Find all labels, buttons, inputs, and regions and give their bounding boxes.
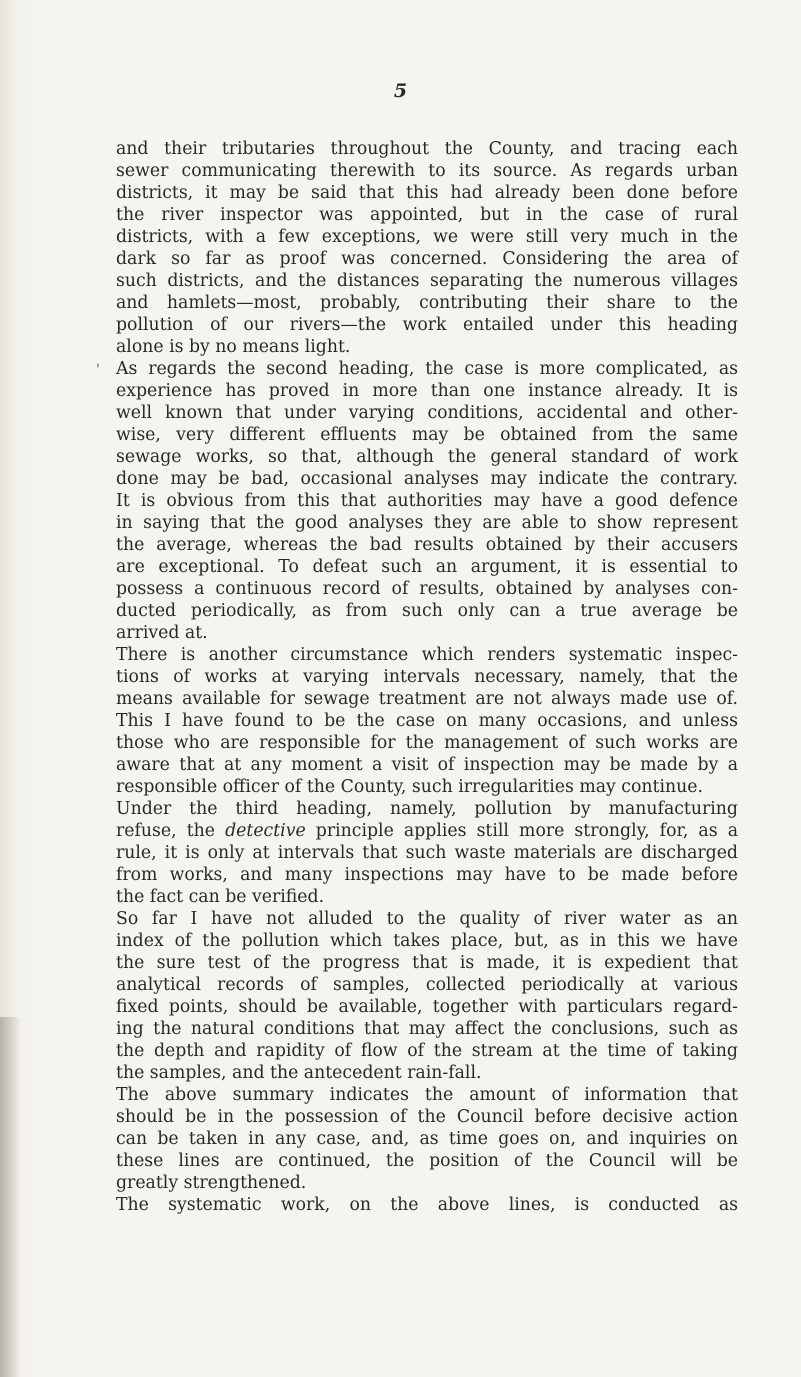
text-line: these lines are continued, the position of the Council will be (116, 1151, 738, 1171)
text-line: and their tributaries throughout the County, and tracing each (116, 139, 738, 159)
text-line: are exceptional. To defeat such an argument, it is essential to (116, 557, 738, 577)
text-line: the sure test of the progress that is made, it is expedient that (116, 953, 738, 973)
text-line: and hamlets—most, probably, contributing their share to the (116, 293, 738, 313)
text-line: alone is by no means light. (116, 337, 351, 357)
page-number: 5 (393, 80, 408, 102)
text-line: means available for sewage treatment are not always made use of. (116, 689, 738, 709)
text-line: This I have found to be the case on many occasions, and unless (116, 711, 738, 731)
text-line: districts, with a few exceptions, we were still very much in the (116, 227, 738, 247)
text-line: The systematic work, on the above lines, is conducted as (116, 1195, 738, 1215)
text-line: The above summary indicates the amount of information that (116, 1085, 738, 1105)
text-line: arrived at. (116, 623, 208, 643)
text-line: rule, it is only at intervals that such waste materials are discharged (116, 843, 738, 863)
text-line: sewer communicating therewith to its source. As regards urban (116, 161, 738, 181)
text-line: the samples, and the antecedent rain-fall. (116, 1063, 482, 1083)
text-line: those who are responsible for the management of such works are (116, 733, 738, 753)
text-line: from works, and many inspections may have to be made before (116, 865, 738, 885)
text-line: dark so far as proof was concerned. Considering the area of (116, 249, 738, 269)
text-line: It is obvious from this that authorities may have a good defence (116, 491, 738, 511)
text-line: So far I have not alluded to the quality of river water as an (116, 909, 738, 929)
text-line: responsible officer of the County, such irregularities may continue. (116, 777, 703, 797)
text-line: the river inspector was appointed, but in the case of rural (116, 205, 738, 225)
text-line: Under the third heading, namely, pollution by manufacturing (116, 799, 738, 819)
text-line: well known that under varying conditions, accidental and other- (116, 403, 738, 423)
text-line: As regards the second heading, the case is more complicated, as (116, 359, 738, 379)
text-line: refuse, the detective principle applies still more strongly, for, as a (116, 821, 738, 841)
text-line: analytical records of samples, collected periodically at various (116, 975, 738, 995)
text-line: in saying that the good analyses they are able to show represent (116, 513, 738, 533)
text-line: tions of works at varying intervals necessary, namely, that the (116, 667, 738, 687)
text-line: sewage works, so that, although the general standard of work (116, 447, 738, 467)
text-line: such districts, and the distances separating the numerous villages (116, 271, 738, 291)
text-line: ing the natural conditions that may affect the conclusions, such as (116, 1019, 738, 1039)
binding-shadow (0, 1017, 22, 1377)
text-line: districts, it may be said that this had already been done before (116, 183, 738, 203)
margin-mark: ' (96, 362, 100, 378)
text-line: the depth and rapidity of flow of the stream at the time of taking (116, 1041, 738, 1061)
body-text (116, 138, 738, 1216)
emphasis-detective: detective (225, 821, 306, 841)
text-line: can be taken in any case, and, as time goes on, and inquiries on (116, 1129, 738, 1149)
text-line: possess a continuous record of results, obtained by analyses con- (116, 579, 738, 599)
text-line: the average, whereas the bad results obtained by their accusers (116, 535, 738, 555)
text-line: should be in the possession of the Council before decisive action (116, 1107, 738, 1127)
text-line: index of the pollution which takes place, but, as in this we have (116, 931, 738, 951)
text-line: the fact can be verified. (116, 887, 325, 907)
text-line: aware that at any moment a visit of inspection may be made by a (116, 755, 738, 775)
text-line: fixed points, should be available, together with particulars regard- (116, 997, 738, 1017)
text-line: experience has proved in more than one instance already. It is (116, 381, 738, 401)
text-line: wise, very different effluents may be obtained from the same (116, 425, 738, 445)
text-line: pollution of our rivers—the work entailed under this heading (116, 315, 738, 335)
text-line: ducted periodically, as from such only can a true average be (116, 601, 738, 621)
text-line: There is another circumstance which renders systematic inspec- (116, 645, 738, 665)
text-line: done may be bad, occasional analyses may indicate the contrary. (116, 469, 738, 489)
text-line: greatly strengthened. (116, 1173, 307, 1193)
